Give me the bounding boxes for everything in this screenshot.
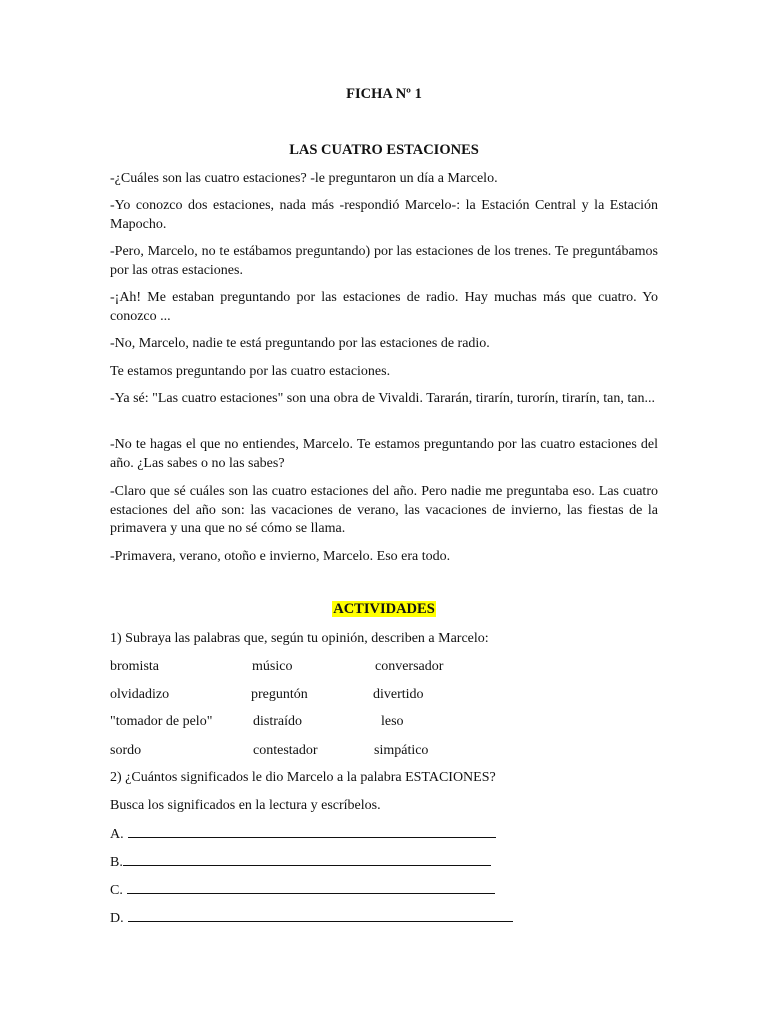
- story-paragraph-7: -Ya sé: "Las cuatro estaciones" son una obra de Vivaldi. Tararán, tirarín, turorín, tirarín, tan, tan...: [110, 391, 655, 406]
- word-option: leso: [381, 714, 404, 729]
- story-paragraph-8: -No te hagas el que no entiendes, Marcelo. Te estamos preguntando por las cuatro estaciones del año. ¿Las sabes o no las sabes?: [110, 437, 658, 471]
- story-paragraph-3: -Pero, Marcelo, no te estábamos preguntando) por las estaciones de los trenes. Te preguntábamos por las otras estaciones.: [110, 244, 658, 278]
- answer-blank[interactable]: [128, 909, 513, 922]
- answer-label: A.: [110, 827, 124, 842]
- answer-line-a[interactable]: [110, 825, 496, 843]
- ficha-title: FICHA Nº 1: [346, 86, 422, 102]
- word-option: "tomador de pelo": [110, 714, 213, 729]
- activities-heading-text: ACTIVIDADES: [333, 601, 435, 617]
- answer-line-b[interactable]: [110, 853, 491, 871]
- story-paragraph-5: -No, Marcelo, nadie te está preguntando por las estaciones de radio.: [110, 336, 490, 351]
- word-option: preguntón: [251, 687, 308, 702]
- answer-label: C.: [110, 883, 123, 898]
- word-option: simpático: [374, 743, 429, 758]
- answer-line-d[interactable]: [110, 909, 513, 927]
- story-paragraph-4: -¡Ah! Me estaban preguntando por las estaciones de radio. Hay muchas más que cuatro. Yo conozco ...: [110, 290, 658, 324]
- question-2: 2) ¿Cuántos significados le dio Marcelo a la palabra ESTACIONES?: [110, 770, 496, 785]
- word-option: bromista: [110, 659, 159, 674]
- answer-line-c[interactable]: [110, 881, 495, 899]
- answer-label: B.: [110, 855, 123, 870]
- word-option: contestador: [253, 743, 318, 758]
- question-1: 1) Subraya las palabras que, según tu opinión, describen a Marcelo:: [110, 631, 489, 646]
- answer-blank[interactable]: [128, 825, 496, 838]
- story-paragraph-10: -Primavera, verano, otoño e invierno, Marcelo. Eso era todo.: [110, 549, 451, 564]
- word-option: olvidadizo: [110, 687, 170, 702]
- answer-blank[interactable]: [123, 853, 491, 866]
- word-option: distraído: [253, 714, 302, 729]
- story-paragraph-1: -¿Cuáles son las cuatro estaciones? -le preguntaron un día a Marcelo.: [110, 171, 498, 186]
- activities-heading: [110, 601, 658, 618]
- word-option: sordo: [110, 743, 142, 758]
- answer-blank[interactable]: [127, 881, 495, 894]
- word-option: músico: [252, 659, 293, 674]
- word-option: conversador: [375, 659, 444, 674]
- story-paragraph-9: -Claro que sé cuáles son las cuatro estaciones del año. Pero nadie me preguntaba eso. Las cuatro estaciones del año son: las vacaciones de verano, las vacaciones de invierno, las fiestas de la primavera y una que no sé cómo se llama.: [110, 484, 658, 536]
- question-2-instruction: Busca los significados en la lectura y escríbelos.: [110, 798, 381, 813]
- story-paragraph-2: -Yo conozco dos estaciones, nada más -respondió Marcelo-: la Estación Central y la Estación Mapocho.: [110, 198, 658, 232]
- story-paragraph-6: Te estamos preguntando por las cuatro estaciones.: [110, 364, 391, 379]
- word-option: divertido: [373, 687, 424, 702]
- answer-label: D.: [110, 911, 124, 926]
- story-title: LAS CUATRO ESTACIONES: [289, 142, 479, 158]
